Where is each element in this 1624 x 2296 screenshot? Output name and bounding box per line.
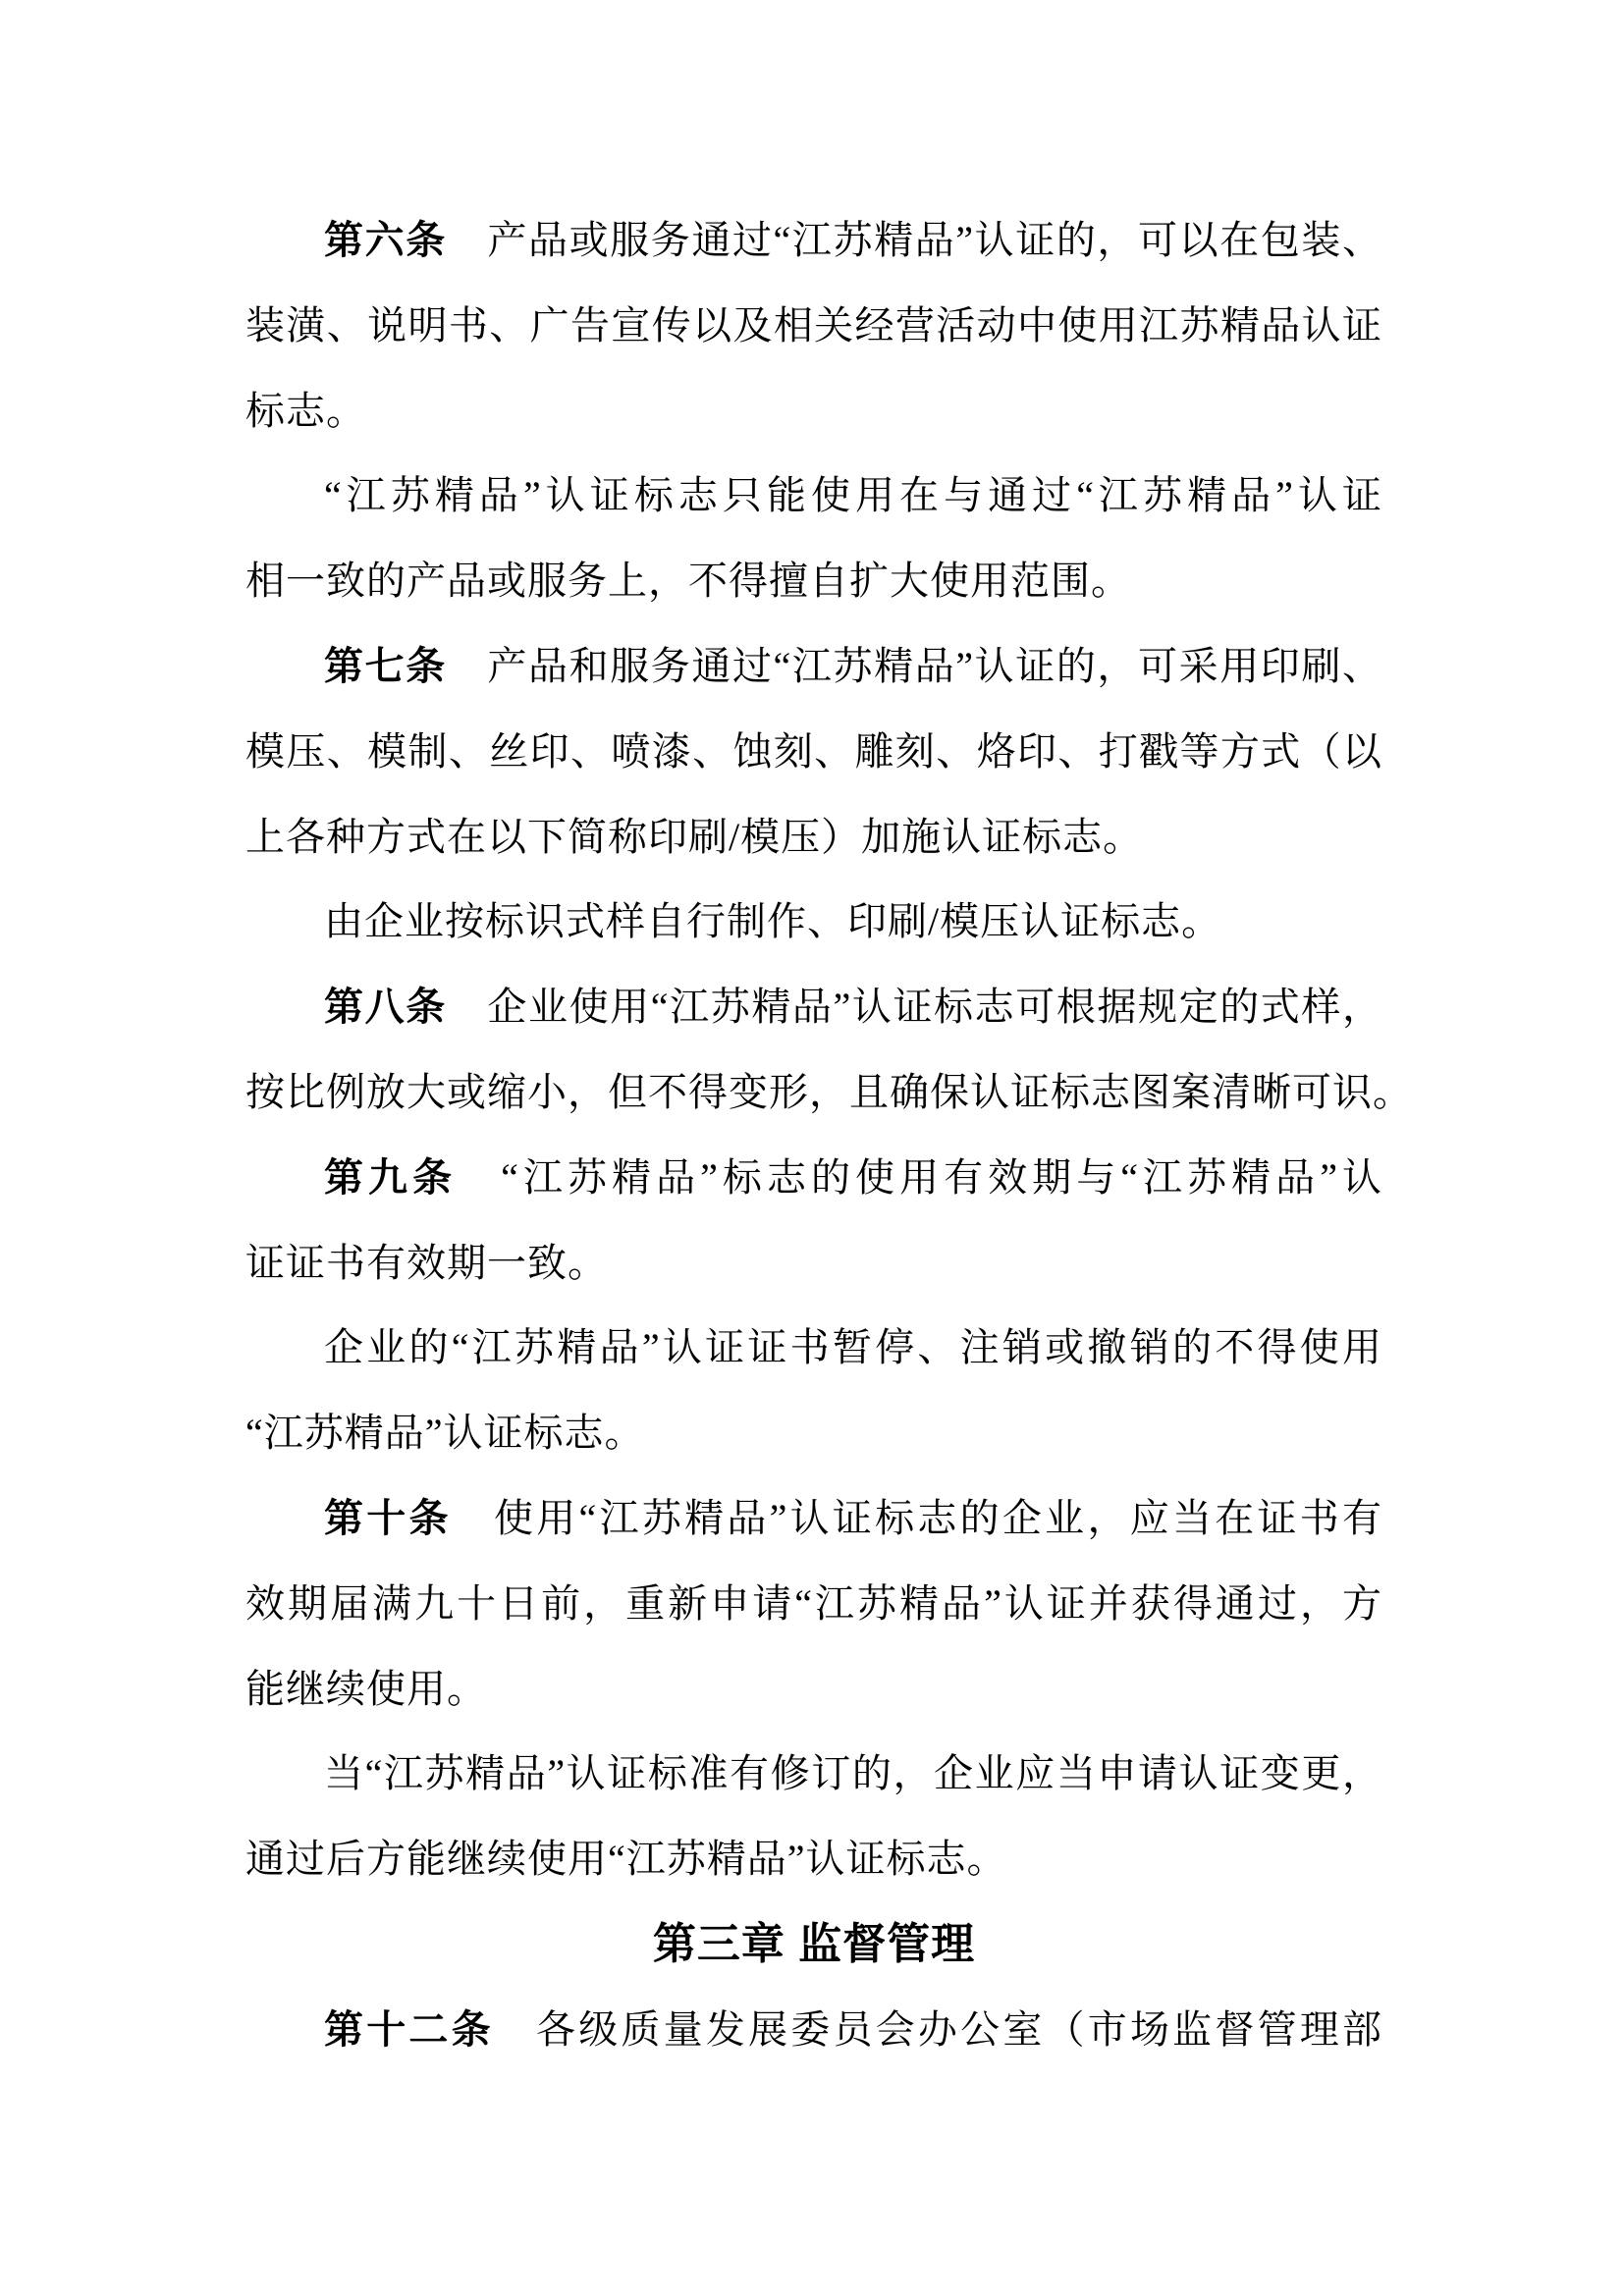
paragraph-line (245, 1136, 1382, 1221)
line-text: 产品和服务通过“江苏精品”认证的，可采用印刷、 (446, 643, 1383, 688)
line-text: 产品或服务通过“江苏精品”认证的，可以在包装、 (446, 218, 1383, 262)
paragraph-line (245, 1988, 1382, 2073)
line-text: “江苏精品”认证标志只能使用在与通过“江苏精品”认证 (324, 473, 1382, 518)
chapter-heading-text: 第三章 监督管理 (652, 1919, 976, 1968)
paragraph-line (245, 1050, 1413, 1136)
line-text: 企业使用“江苏精品”认证标志可根据规定的式样， (446, 985, 1383, 1030)
paragraph-line (245, 454, 1382, 539)
line-text: 由企业按标识式样自行制作、印刷/模压认证标志。 (324, 899, 1222, 944)
paragraph-line (245, 1732, 1382, 1817)
line-text: 上各种方式在以下简称印刷/模压）加施认证标志。 (245, 814, 1144, 859)
paragraph-line (245, 1221, 1382, 1307)
line-text: 使用“江苏精品”认证标志的企业，应当在证书有 (451, 1495, 1382, 1540)
article-number: 第八条 (324, 986, 447, 1030)
line-text: “江苏精品”标志的使用有效期与“江苏精品”认 (457, 1154, 1383, 1200)
paragraph-line (245, 369, 1382, 454)
line-text: 证证书有效期一致。 (245, 1240, 608, 1285)
article-number: 第十条 (324, 1496, 452, 1540)
paragraph-line (245, 198, 1382, 284)
line-text: 标志。 (245, 388, 366, 433)
paragraph-line (245, 1476, 1382, 1562)
line-text: 按比例放大或缩小，但不得变形，且确保认证标志图案清晰可识。 (245, 1069, 1413, 1114)
line-text: 相一致的产品或服务上，不得擅自扩大使用范围。 (245, 559, 1131, 604)
line-text: 装潢、说明书、广告宣传以及相关经营活动中使用江苏精品认证 (245, 302, 1382, 347)
paragraph-line (245, 539, 1382, 624)
line-text: 能继续使用。 (245, 1666, 487, 1711)
paragraph-line (245, 624, 1382, 710)
article-number: 第七条 (324, 644, 447, 688)
paragraph-line (245, 795, 1382, 881)
line-text: 模压、模制、丝印、喷漆、蚀刻、雕刻、烙印、打戳等方式（以 (245, 728, 1382, 774)
document-body (245, 198, 1413, 2073)
paragraph-line (245, 880, 1382, 965)
chapter-heading (245, 1902, 1382, 1988)
paragraph-line (245, 1562, 1382, 1647)
paragraph-line (245, 1647, 1382, 1733)
line-text: 通过后方能继续使用“江苏精品”认证标志。 (245, 1837, 1007, 1882)
article-number: 第十二条 (324, 2007, 494, 2052)
line-text: 效期届满九十日前，重新申请“江苏精品”认证并获得通过，方 (245, 1580, 1382, 1626)
line-text: “江苏精品”认证标志。 (245, 1411, 645, 1456)
paragraph-line (245, 1306, 1382, 1391)
article-number: 第六条 (324, 219, 447, 262)
paragraph-line (245, 710, 1382, 795)
paragraph-line (245, 1817, 1382, 1902)
line-text: 各级质量发展委员会办公室（市场监督管理部 (493, 2006, 1383, 2052)
paragraph-line (245, 284, 1382, 369)
paragraph-line (245, 1391, 1382, 1476)
line-text: 当“江苏精品”认证标准有修订的，企业应当申请认证变更， (324, 1751, 1382, 1796)
line-text: 企业的“江苏精品”认证证书暂停、注销或撤销的不得使用 (324, 1325, 1382, 1370)
paragraph-line (245, 965, 1382, 1050)
article-number: 第九条 (324, 1155, 458, 1200)
